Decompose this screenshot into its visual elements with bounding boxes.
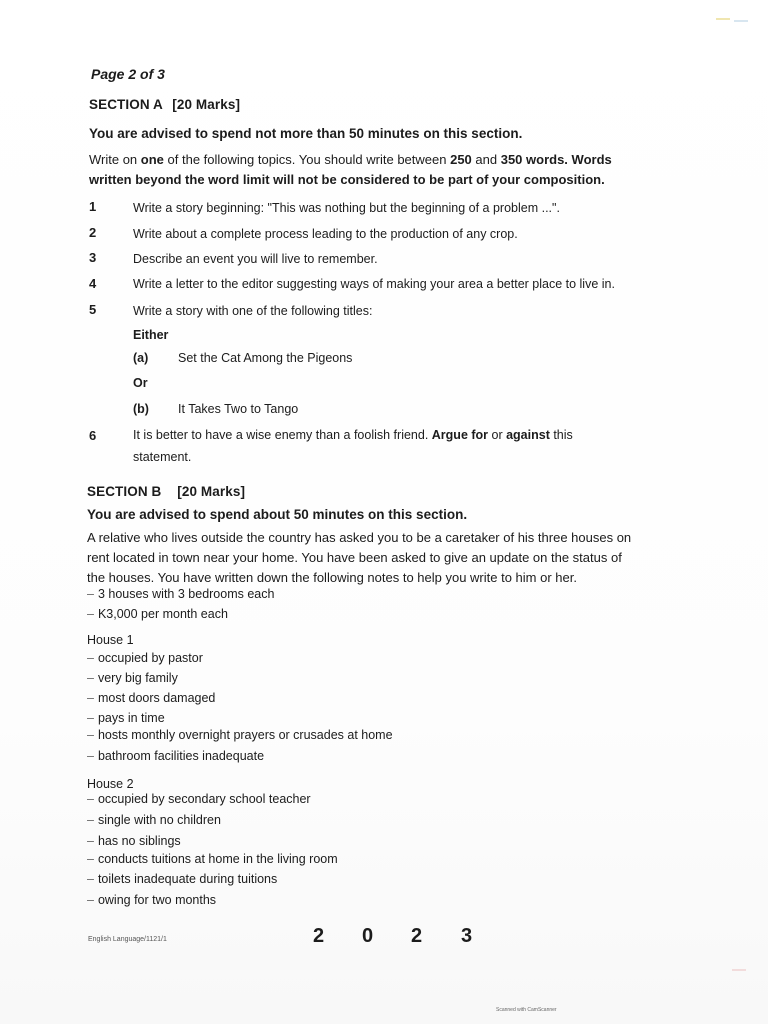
instruction-emphasis: 250 <box>450 152 472 167</box>
list-item: – most doors damaged <box>87 691 216 705</box>
instruction-text: of the following topics. You should write between <box>163 152 451 167</box>
list-item: – single with no children <box>87 813 221 827</box>
instruction-emphasis: 350 words. <box>500 152 568 167</box>
house-2-title: House 2 <box>87 777 134 791</box>
question-number: 6 <box>89 428 97 443</box>
question-text: this <box>549 428 573 442</box>
section-b-advice: You are advised to spend about 50 minutes on this section. <box>87 507 468 522</box>
either-label: Either <box>133 328 169 342</box>
question-6-line2: statement. <box>133 450 192 464</box>
year-digit: 0 <box>362 925 374 947</box>
question-text: Write a story with one of the following titles: <box>133 304 373 318</box>
argue-for-emphasis: Argue for <box>431 428 489 442</box>
list-item: – very big family <box>87 671 178 685</box>
against-emphasis: against <box>506 428 550 442</box>
option-b-label: (b) <box>133 402 149 416</box>
list-item: – has no siblings <box>87 834 181 848</box>
scan-speck <box>716 18 730 20</box>
option-b-title: It Takes Two to Tango <box>178 402 299 416</box>
instruction-line-1 <box>89 150 659 170</box>
paragraph-line: the houses. You have written down the following notes to help you write to him or her. <box>87 570 577 585</box>
section-a-marks: [20 Marks] <box>172 97 241 112</box>
list-item: – 3 houses with 3 bedrooms each <box>87 587 275 601</box>
section-a-heading <box>89 97 240 112</box>
instruction-line-2: written beyond the word limit will not be considered to be part of your composition. <box>89 172 605 187</box>
year-digit: 2 <box>411 925 423 947</box>
section-a-instruction <box>89 150 659 190</box>
note-text: bathroom facilities inadequate <box>97 749 265 763</box>
page-number: Page 2 of 3 <box>91 66 165 82</box>
question-number: 4 <box>89 276 97 291</box>
note-text: toilets inadequate during tuitions <box>97 872 278 886</box>
note-text: owing for two months <box>97 893 217 907</box>
note-text: 3 houses with 3 bedrooms each <box>97 587 275 601</box>
note-text: very big family <box>97 671 178 685</box>
question-number: 5 <box>89 302 97 317</box>
note-text: pays in time <box>97 711 165 725</box>
section-b-marks: [20 Marks] <box>177 484 246 499</box>
question-text: Write a letter to the editor suggesting ways of making your area a better place to live in. <box>133 277 615 291</box>
question-number: 2 <box>89 225 97 240</box>
list-item: – owing for two months <box>87 893 217 907</box>
question-6-text <box>133 425 653 445</box>
year-digit: 2 <box>313 925 325 947</box>
note-text: conducts tuitions at home in the living room <box>97 852 338 866</box>
note-text: single with no children <box>97 813 221 827</box>
note-text: has no siblings <box>97 834 181 848</box>
paragraph-line: rent located in town near your home. You have been asked to give an update on the status of <box>87 550 622 565</box>
scan-speck <box>734 20 748 22</box>
note-text: occupied by pastor <box>97 651 203 665</box>
year-digit: 3 <box>461 925 473 947</box>
paragraph-line: A relative who lives outside the country has asked you to be a caretaker of his three houses on <box>87 530 632 545</box>
list-item: – occupied by secondary school teacher <box>87 792 311 806</box>
note-text: occupied by secondary school teacher <box>97 792 311 806</box>
question-text: or <box>488 428 507 442</box>
list-item: – occupied by pastor <box>87 651 203 665</box>
section-a-advice: You are advised to spend not more than 50 minutes on this section. <box>89 126 523 141</box>
scanner-watermark: Scanned with CamScanner <box>496 1007 557 1013</box>
section-b-title: SECTION B <box>87 484 162 499</box>
instruction-text: Write on <box>89 152 141 167</box>
house-1-title: House 1 <box>87 633 134 647</box>
instruction-text: and <box>471 152 501 167</box>
list-item: – conducts tuitions at home in the living room <box>87 852 338 866</box>
list-item: – bathroom facilities inadequate <box>87 749 265 763</box>
question-text: It is better to have a wise enemy than a foolish friend. <box>133 428 432 442</box>
section-b-paragraph <box>87 528 667 588</box>
list-item: – hosts monthly overnight prayers or crusades at home <box>87 728 393 742</box>
note-text: K3,000 per month each <box>97 607 228 621</box>
scan-speck <box>732 969 746 971</box>
question-number: 1 <box>89 199 97 214</box>
note-text: hosts monthly overnight prayers or crusades at home <box>97 728 393 742</box>
instruction-emphasis: one <box>140 152 164 167</box>
question-text: Describe an event you will live to remember. <box>133 252 378 266</box>
section-b-heading <box>87 484 245 499</box>
list-item: – toilets inadequate during tuitions <box>87 872 278 886</box>
section-a-title: SECTION A <box>89 97 163 112</box>
question-text: Write a story beginning: "This was nothing but the beginning of a problem ...". <box>133 201 560 215</box>
list-item: – pays in time <box>87 711 165 725</box>
question-number: 3 <box>89 250 97 265</box>
option-a-label: (a) <box>133 351 149 365</box>
list-item: – K3,000 per month each <box>87 607 228 621</box>
note-text: most doors damaged <box>97 691 216 705</box>
instruction-emphasis: Words <box>567 152 612 167</box>
paper-code: English Language/1121/1 <box>88 936 167 943</box>
or-label: Or <box>133 376 148 390</box>
option-a-title: Set the Cat Among the Pigeons <box>178 351 353 365</box>
question-text: Write about a complete process leading to the production of any crop. <box>133 227 518 241</box>
